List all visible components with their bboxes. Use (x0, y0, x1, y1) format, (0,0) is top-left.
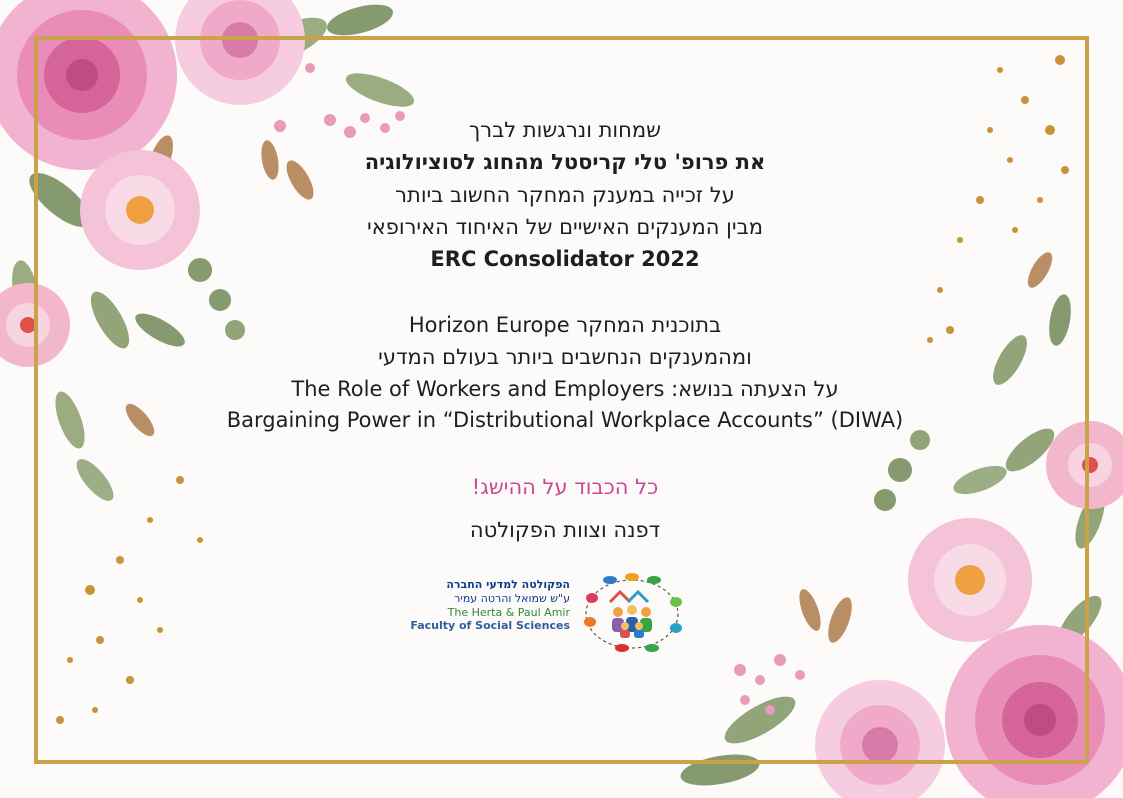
logo-line-4: Faculty of Social Sciences (410, 619, 570, 633)
faculty-logo-emblem-icon (580, 572, 685, 654)
program-line-4: Bargaining Power in “Distributional Workplace Accounts” (DIWA) (226, 408, 904, 432)
program-line-3: על הצעתה בנושא: The Role of Workers and Employers (291, 377, 839, 401)
recipient-line: את פרופ' טלי קריסטל מהחוג לסוציולוגיה (364, 150, 766, 174)
logo-line-2: ע"ש שמואל והרטה עמיר (454, 591, 570, 605)
program-line-1: בתוכנית המחקר Horizon Europe (408, 313, 722, 337)
signature: דפנה וצוות הפקולטה (469, 518, 661, 542)
congrats-message: כל הכבוד על ההישג! (471, 475, 659, 499)
grant-name: ERC Consolidator 2022 (430, 247, 700, 271)
program-line-2: ומהמענקים הנחשבים ביותר בעולם המדעי (378, 345, 752, 369)
greeting-line-3: על זכייה במענק המחקר החשוב ביותר (395, 183, 735, 207)
logo-line-3: The Herta & Paul Amir (447, 605, 570, 619)
greeting-line-4: מבין המענקים האישיים של האיחוד האירופאי (367, 215, 763, 239)
logo-line-1: הפקולטה למדעי החברה (446, 578, 570, 591)
faculty-logo-text (400, 578, 570, 633)
greeting-line-1: שמחות ונרגשות לברך (469, 118, 661, 142)
